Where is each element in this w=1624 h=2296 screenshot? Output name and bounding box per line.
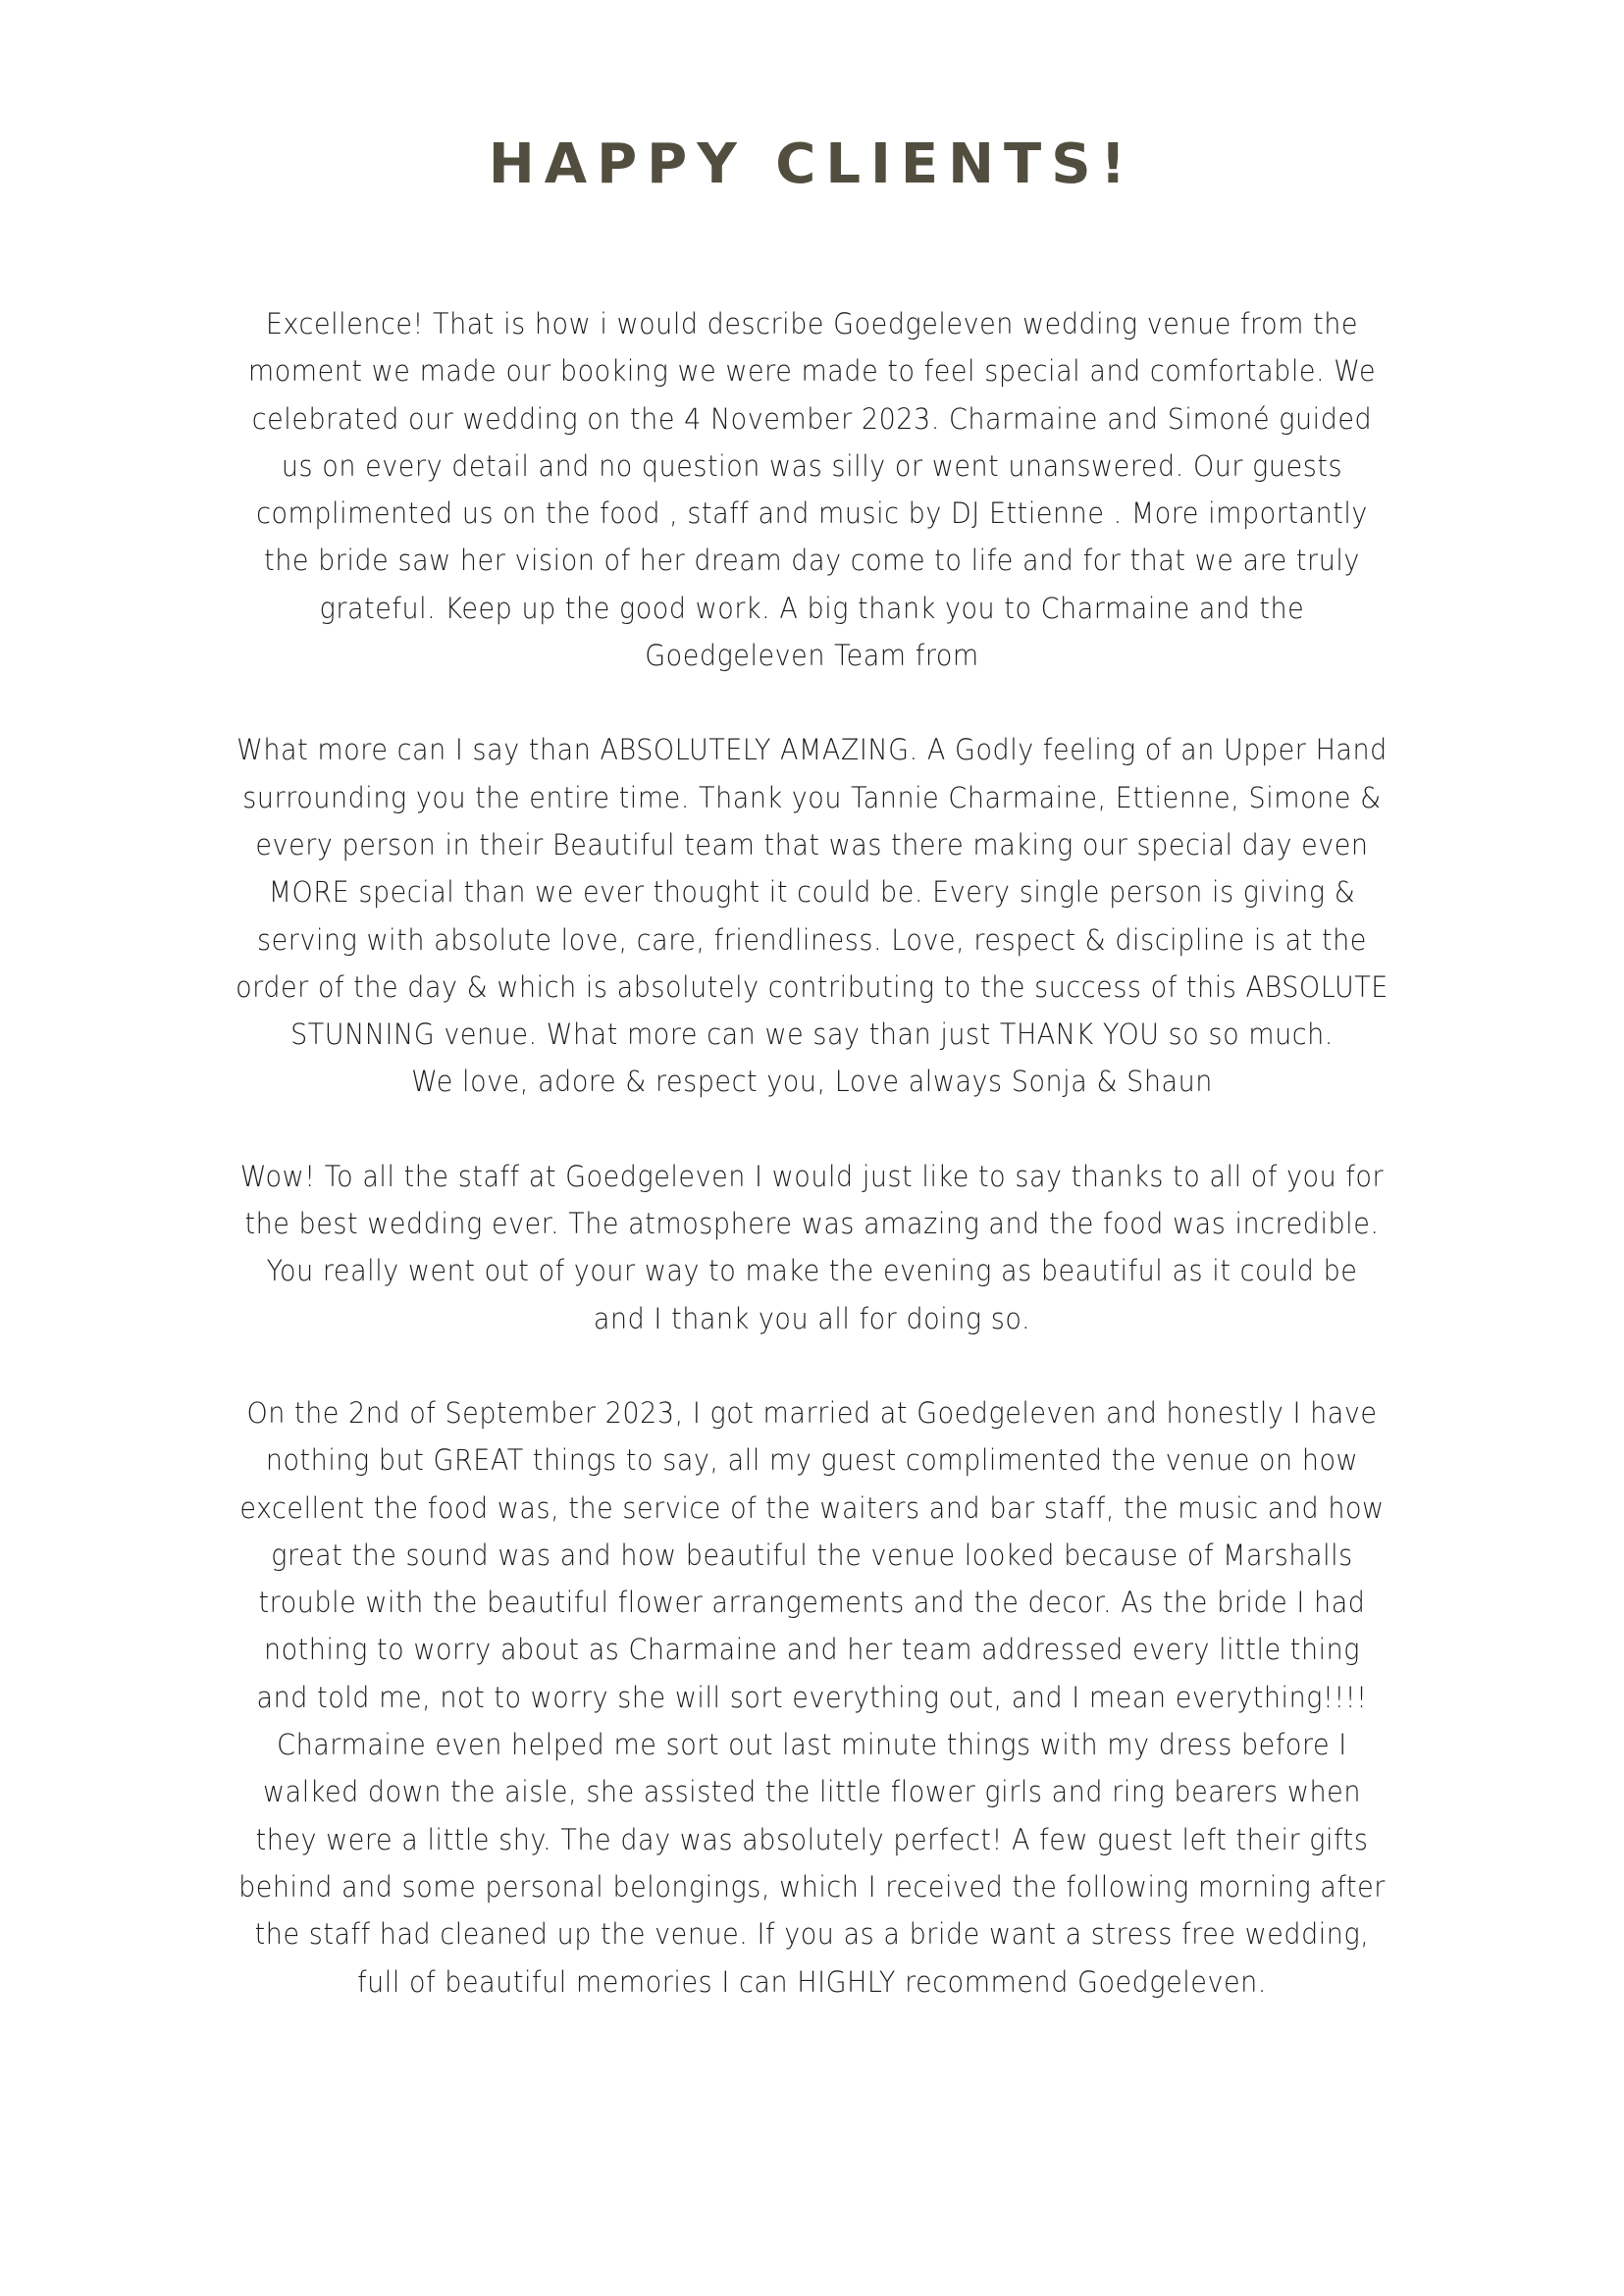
page-title: HAPPY CLIENTS! xyxy=(488,132,1136,196)
testimonial-line: and told me, not to worry she will sort everything out, and I mean everything!!!! xyxy=(256,1680,1368,1714)
testimonial-2 xyxy=(147,726,1477,1105)
testimonial-line: Goedgeleven Team from xyxy=(645,639,979,673)
testimonial-4 xyxy=(147,1389,1477,2006)
testimonial-line: the staff had cleaned up the venue. If you as a bride want a stress free wedding, xyxy=(254,1917,1370,1952)
testimonial-line: What more can I say than ABSOLUTELY AMAZING. A Godly feeling of an Upper Hand xyxy=(236,733,1388,767)
testimonial-line: they were a little shy. The day was absolutely perfect! A few guest left their gifts xyxy=(255,1822,1369,1856)
testimonial-line: walked down the aisle, she assisted the little flower girls and ring bearers when xyxy=(263,1775,1361,1809)
testimonial-line: surrounding you the entire time. Thank you Tannie Charmaine, Ettienne, Simone & xyxy=(242,780,1382,814)
testimonial-1 xyxy=(147,300,1477,679)
testimonial-line: complimented us on the food , staff and music by DJ Ettienne . More importantly xyxy=(256,496,1368,531)
testimonial-line: grateful. Keep up the good work. A big thank you to Charmaine and the xyxy=(319,591,1305,625)
testimonial-line: us on every detail and no question was silly or went unanswered. Our guests xyxy=(281,448,1343,483)
testimonial-line: trouble with the beautiful flower arrangements and the decor. As the bride I had xyxy=(258,1586,1366,1620)
testimonial-line: serving with absolute love, care, friendliness. Love, respect & discipline is at the xyxy=(257,922,1367,957)
testimonial-line: nothing to worry about as Charmaine and her team addressed every little thing xyxy=(263,1633,1361,1667)
testimonial-line: order of the day & which is absolutely contributing to the success of this ABSOLUTE xyxy=(236,969,1388,1004)
testimonial-line: full of beautiful memories I can HIGHLY recommend Goedgeleven. xyxy=(357,1964,1267,1999)
testimonial-line: STUNNING venue. What more can we say than just THANK YOU so so much. xyxy=(290,1018,1334,1052)
testimonial-line: the bride saw her vision of her dream day come to life and for that we are truly xyxy=(264,544,1360,578)
testimonial-line: every person in their Beautiful team that was there making our special day even xyxy=(255,827,1369,861)
testimonial-line: Excellence! That is how i would describe Goedgeleven wedding venue from the xyxy=(265,307,1359,340)
testimonial-line: nothing but GREAT things to say, all my guest complimented the venue on how xyxy=(265,1443,1359,1478)
testimonial-3 xyxy=(147,1153,1477,1342)
testimonial-line: great the sound was and how beautiful the venue looked because of Marshalls xyxy=(271,1538,1353,1572)
testimonial-line: celebrated our wedding on the 4 November 2023. Charmaine and Simoné guided xyxy=(251,401,1373,436)
testimonial-line: You really went out of your way to make the evening as beautiful as it could be xyxy=(266,1254,1358,1288)
testimonial-line: Charmaine even helped me sort out last minute things with my dress before I xyxy=(277,1728,1347,1762)
testimonial-line: excellent the food was, the service of the waiters and bar staff, the music and how xyxy=(239,1490,1385,1525)
testimonial-line: and I thank you all for doing so. xyxy=(593,1301,1031,1335)
testimonials-list xyxy=(147,300,1477,2053)
testimonial-signature: We love, adore & respect you, Love always Sonja & Shaun xyxy=(411,1065,1213,1099)
testimonial-line: MORE special than we ever thought it could be. Every single person is giving & xyxy=(268,875,1356,910)
testimonial-line: behind and some personal belongings, which I received the following morning after xyxy=(238,1869,1386,1904)
testimonial-line: On the 2nd of September 2023, I got married at Goedgeleven and honestly I have xyxy=(246,1395,1378,1430)
testimonial-line: the best wedding ever. The atmosphere was amazing and the food was incredible. xyxy=(244,1207,1380,1241)
testimonial-line: moment we made our booking we were made to feel special and comfortable. We xyxy=(247,354,1377,389)
testimonial-line: Wow! To all the staff at Goedgeleven I would just like to say thanks to all of you for xyxy=(239,1159,1385,1193)
